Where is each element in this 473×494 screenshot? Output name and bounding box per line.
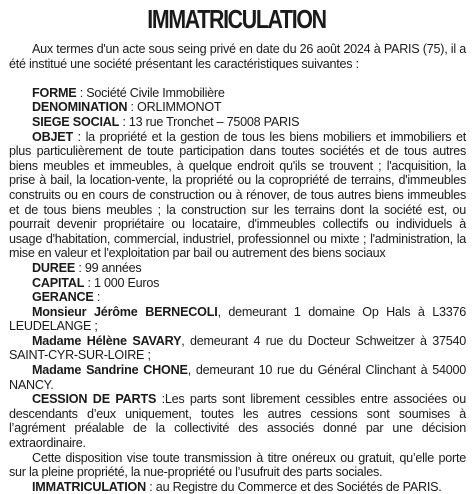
gerant-address: , demeurant 10 rue du Général Clinchant à 54000 NANCY. [9,363,466,392]
objet-value: : la propriété et la gestion de tous les biens mobiliers et immobiliers et plus particulièrement de toute participation dans toutes sociétés et de tous autres biens meubles et immeubles, à quelque endroit qu'ils se trouvent ; l'acquisition, la prise à bail, la location-vente, la propriété ou la copropriété de terrains, d'immeubles construits ou en cours de construction ou à rénover, de tous autres biens immeubles et de tous biens meubles ; la construction sur les terrains dont la société est, ou pourrait devenir propriétaire ou locataire, d'immeubles collectifs ou individuels à usage d'habitation, commercial, industriel, professionnel ou mixte ; l'administration, la mise en valeur et l'exploitation par bail ou autrement des biens sociaux [9,129,466,261]
objet-paragraph [9,130,466,261]
cession-paragraph [9,392,466,450]
denomination-label: DENOMINATION [32,100,128,115]
notice-title: IMMATRICULATION [147,4,326,34]
capital-label: CAPITAL [32,275,85,290]
gerant-paragraph [9,305,466,334]
transmission-paragraph: Cette disposition vise toute transmission à titre onéreux ou gratuit, qu’elle porte sur la pleine propriété, la nue-propriété ou l’usufruit des parts sociales. [9,450,466,480]
gerance-value: : [93,290,101,305]
gerant-address: , demeurant 1 domaine Op Hals à L3376 LEUDELANGE ; [9,304,466,334]
objet-label: OBJET [32,129,73,144]
intro-paragraph: Aux termes d'un acte sous seing privé en date du 26 août 2024 à PARIS (75), il a été institué une société présentant les caractéristiques suivantes : [9,42,466,71]
cession-label: CESSION DE PARTS [32,392,157,407]
cession-value: :Les parts sont librement cessibles entre associées ou descendants d’eux uniquement, toutes les autres cessions sont soumises à l’agrément préalable de la collectivité des associés donné par une décision extraordinaire. [9,392,466,451]
forme-line [9,86,466,101]
gerant-name: Madame Sandrine CHONE [32,363,188,378]
immatriculation-line [9,480,466,494]
siege-line [9,115,466,130]
gerant-paragraph [9,363,466,392]
denomination-line [9,100,466,115]
spacer [9,71,466,86]
duree-label: DUREE [32,260,76,275]
siege-value: : 13 rue Tronchet – 75008 PARIS [119,114,300,129]
forme-label: FORME [32,85,77,100]
gerant-address: , demeurant 4 rue du Docteur Schweitzer à 37540 SAINT-CYR-SUR-LOIRE ; [9,333,466,363]
immatriculation-label: IMMATRICULATION [32,479,147,494]
capital-value: : 1 000 Euros [84,275,160,290]
capital-line [9,276,466,291]
gerant-name: Madame Hélène SAVARY [32,333,182,348]
gerant-paragraph [9,334,466,363]
notice-body [9,42,466,494]
gerance-line [9,290,466,305]
duree-value: : 99 années [75,260,142,275]
gerant-name: Monsieur Jérôme BERNECOLI [32,304,218,319]
gerance-label: GERANCE [32,290,94,305]
siege-label: SIEGE SOCIAL [32,114,120,129]
immatriculation-value: : au Registre du Commerce et des Sociétés de PARIS. [146,479,442,494]
denomination-value: : ORLIMMONOT [127,100,222,115]
forme-value: : Société Civile Immobilière [76,85,225,100]
duree-line [9,261,466,276]
